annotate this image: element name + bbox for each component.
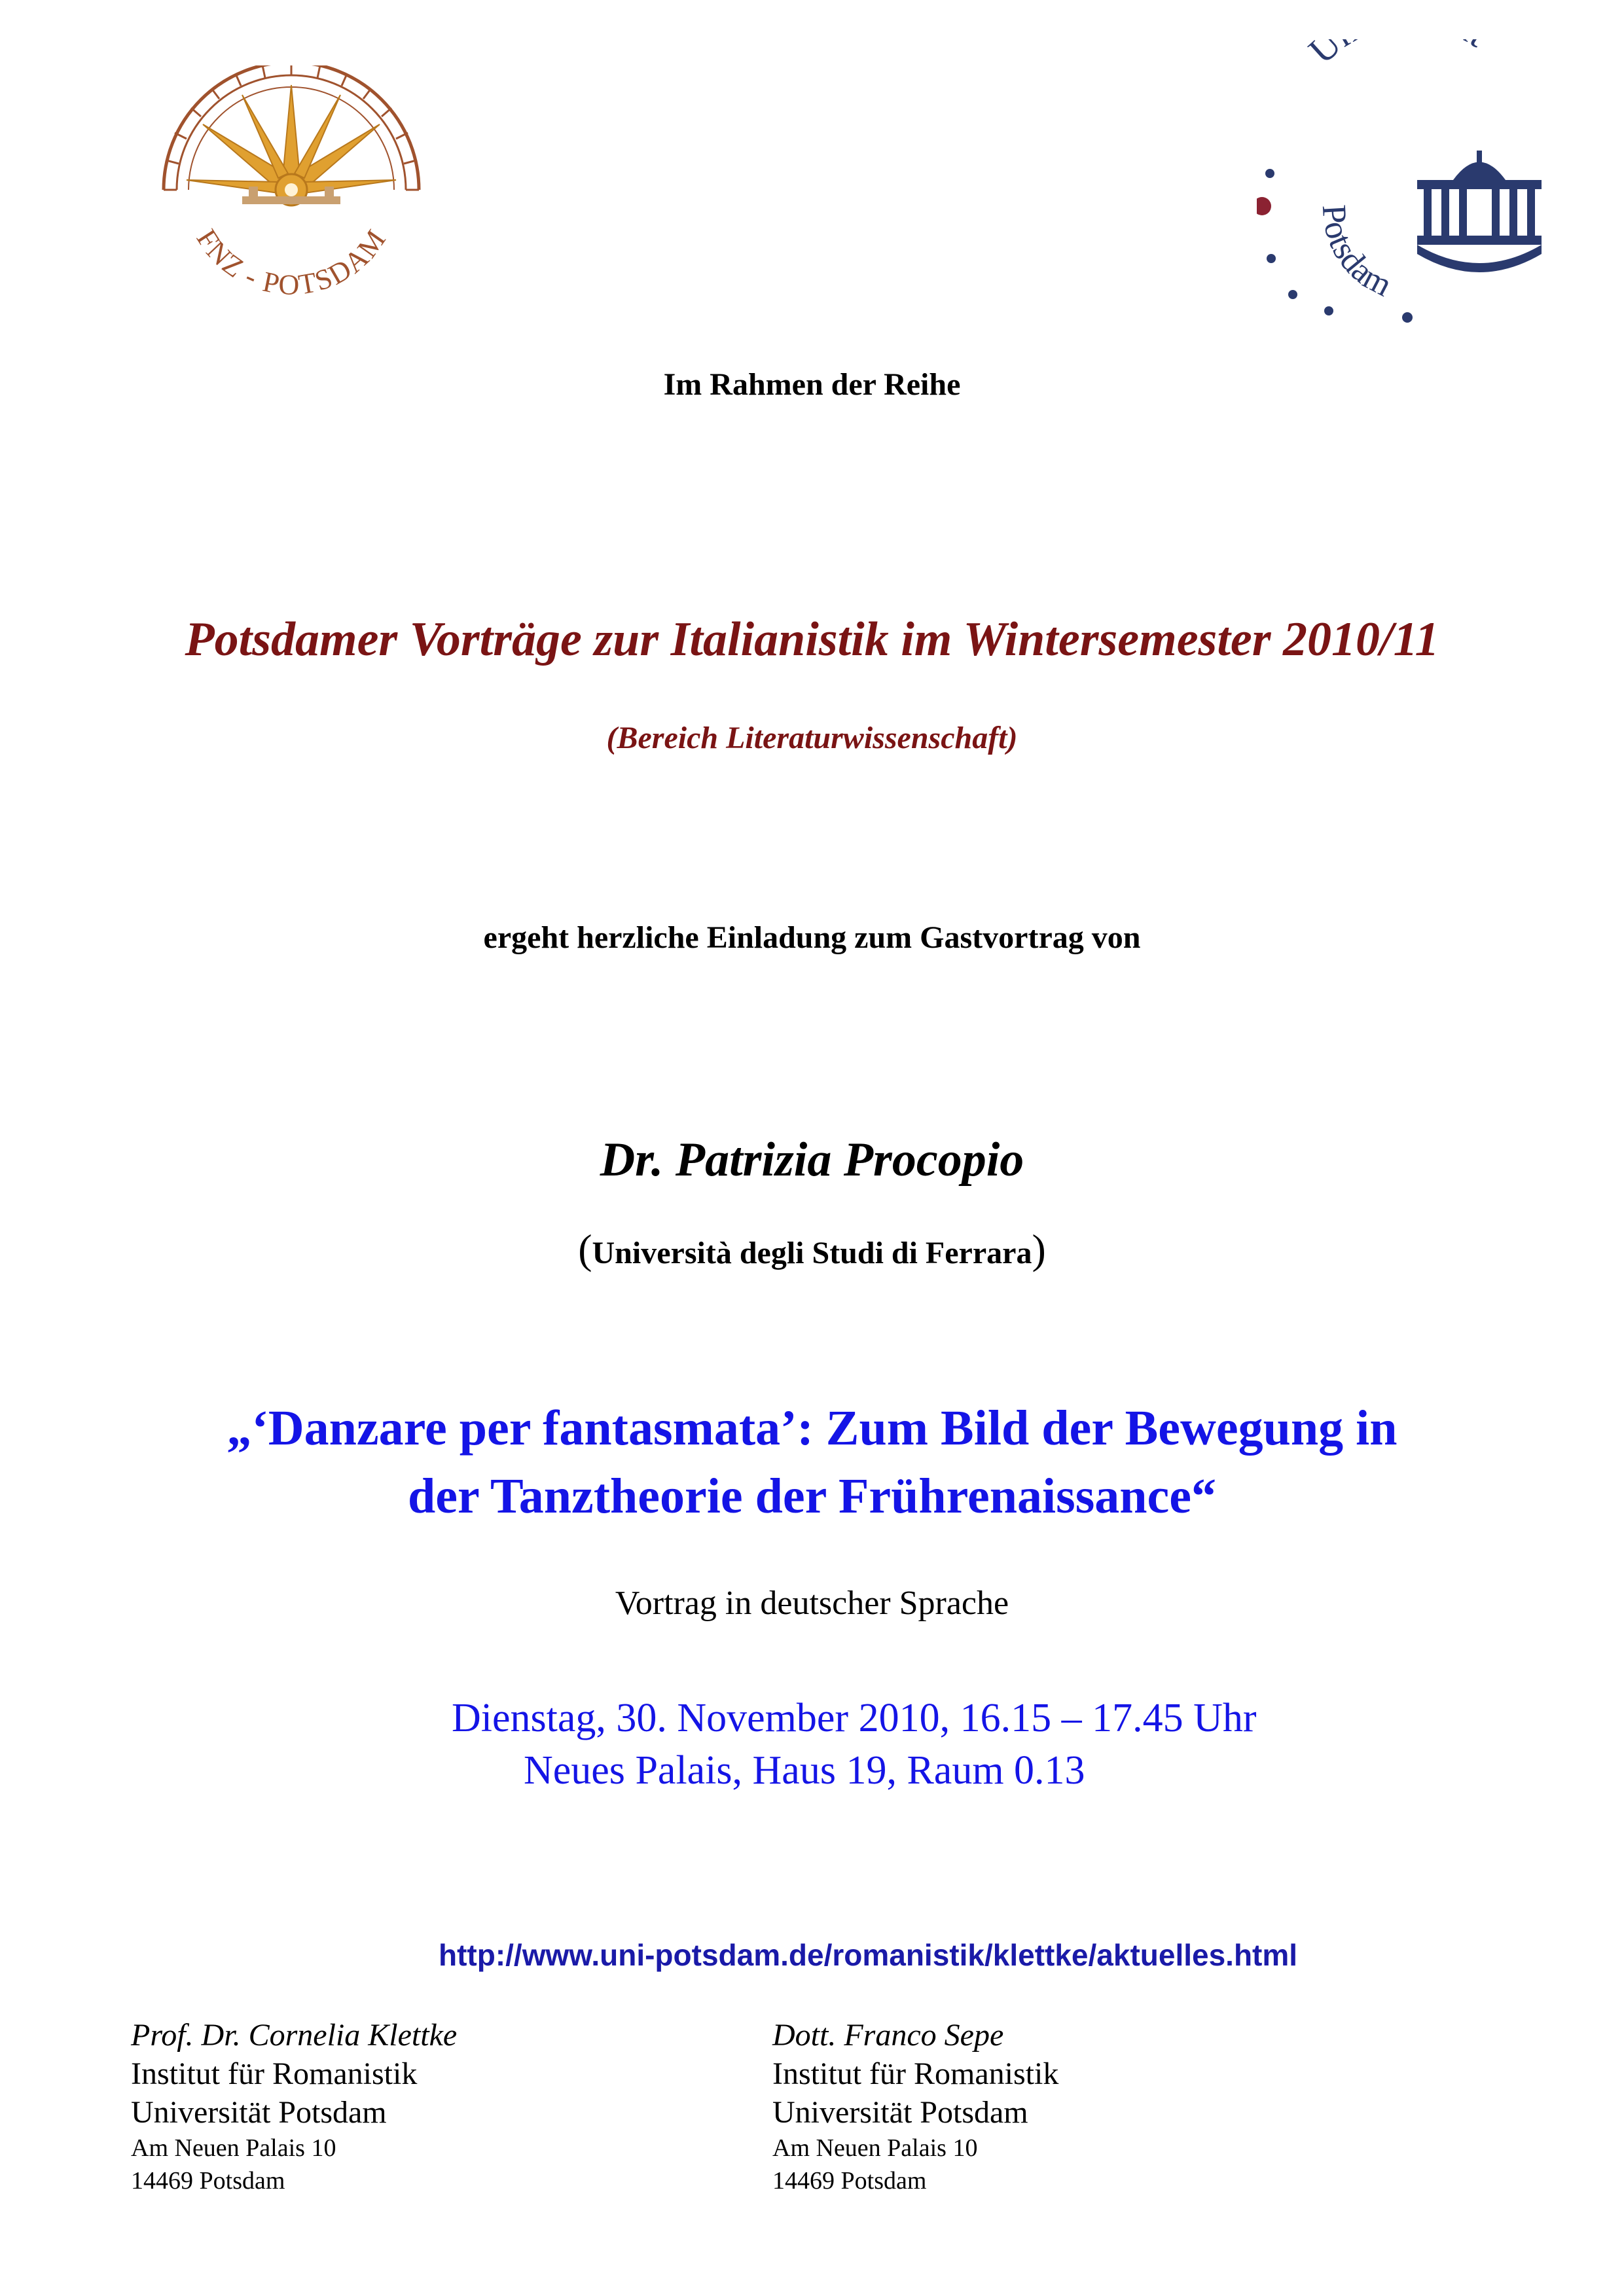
contact-city: 14469 Potsdam <box>772 2167 927 2195</box>
contact-university: Universität Potsdam <box>131 2095 387 2130</box>
event-location: Neues Palais, Haus 19, Raum 0.13 <box>524 1748 1085 1793</box>
paren-open: ( <box>578 1226 592 1272</box>
compass-rose-icon <box>151 65 432 347</box>
contact-university: Universität Potsdam <box>772 2095 1028 2130</box>
paren-close: ) <box>1032 1226 1046 1272</box>
website-link[interactable]: http://www.uni-potsdam.de/romanistik/klettke/aktuelles.html <box>439 1938 1298 1972</box>
contact-name: Dott. Franco Sepe <box>772 2018 1004 2053</box>
contact-block-klettke <box>131 2016 457 2197</box>
language-note: Vortrag in deutscher Sprache <box>615 1585 1009 1622</box>
contact-institute: Institut für Romanistik <box>131 2056 418 2091</box>
talk-title-line-1: „‘Danzare per fantasmata’: Zum Bild der Bewegung in <box>226 1401 1398 1456</box>
contact-street: Am Neuen Palais 10 <box>772 2134 978 2162</box>
contact-city: 14469 Potsdam <box>131 2167 285 2195</box>
speaker-name: Dr. Patrizia Procopio <box>600 1133 1024 1187</box>
series-intro: Im Rahmen der Reihe <box>663 367 961 402</box>
speaker-affiliation <box>0 1225 1624 1274</box>
series-title: Potsdamer Vorträge zur Italianistik im Wintersemester 2010/11 <box>185 613 1439 666</box>
talk-title <box>0 1394 1624 1530</box>
contact-name: Prof. Dr. Cornelia Klettke <box>131 2018 458 2053</box>
university-logo-text-top: U <box>1300 39 1350 72</box>
university-building-icon <box>1257 39 1564 347</box>
affiliation-text: Università degli Studi di Ferrara <box>592 1236 1032 1270</box>
contact-street: Am Neuen Palais 10 <box>131 2134 336 2162</box>
event-date-time: Dienstag, 30. November 2010, 16.15 – 17.45 Uhr <box>452 1696 1257 1740</box>
talk-title-line-2: der Tanztheorie der Frührenaissance“ <box>408 1469 1216 1524</box>
universitaet-potsdam-logo <box>1257 39 1564 347</box>
fnz-logo-text: FNZ - POTSDAM <box>190 223 393 301</box>
contact-block-sepe <box>772 2016 1058 2197</box>
university-logo-text-bottom: Potsdam <box>1314 204 1398 304</box>
contact-institute: Institut für Romanistik <box>772 2056 1059 2091</box>
series-subtitle: (Bereich Literaturwissenschaft) <box>606 721 1018 755</box>
invitation-text: ergeht herzliche Einladung zum Gastvortrag von <box>483 920 1141 955</box>
fnz-potsdam-logo <box>151 65 432 347</box>
